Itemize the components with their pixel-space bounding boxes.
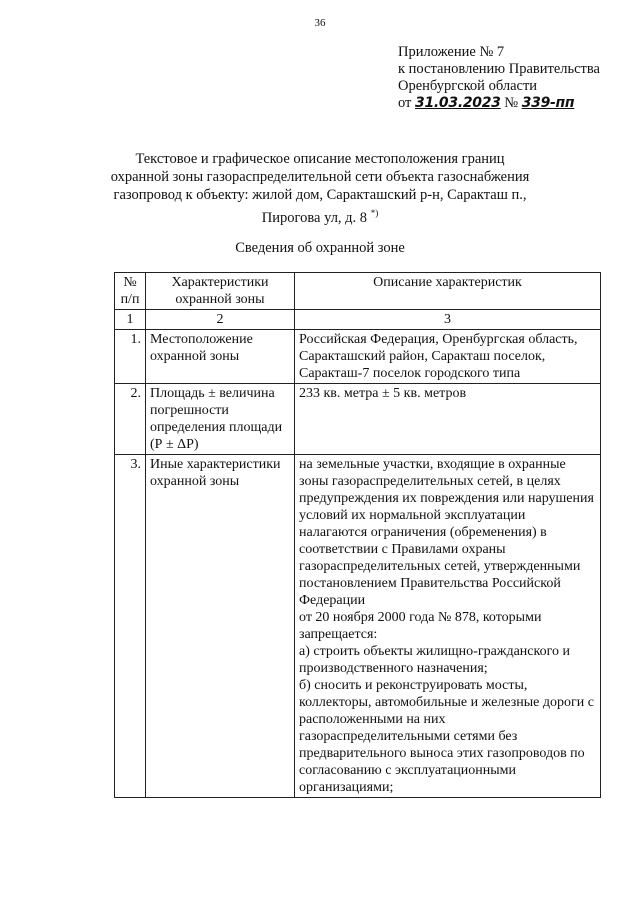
title-line-1: Текстовое и графическое описание местоположения границ (135, 151, 505, 167)
table-row (115, 455, 601, 798)
header-number: № п/п (115, 273, 146, 310)
number-prefix: № (504, 95, 519, 111)
title-line-3: газопровод к объекту: жилой дом, Саракташский р-н, Саракташ п., (113, 187, 527, 203)
appendix-decree: к постановлению Правительства (398, 61, 600, 77)
footnote-mark: *) (370, 208, 379, 218)
table-row (115, 330, 601, 384)
row-number: 3. (115, 455, 146, 798)
table-row (115, 384, 601, 455)
table-numbering-row (115, 310, 601, 330)
header-characteristics: Характеристики охранной зоны (146, 273, 295, 310)
row-number: 1. (115, 330, 146, 384)
row-characteristic: Местоположение охранной зоны (146, 330, 295, 384)
handwritten-number: 339-пп (521, 95, 575, 111)
row-number: 2. (115, 384, 146, 455)
numbering-cell: 2 (146, 310, 295, 330)
title-address: Пирогова ул, д. 8 (261, 209, 368, 226)
numbering-cell: 1 (115, 310, 146, 330)
header-description: Описание характеристик (295, 273, 601, 310)
zone-table (114, 272, 601, 798)
numbering-cell: 3 (295, 310, 601, 330)
table-header-row (115, 273, 601, 310)
page-number: 36 (314, 17, 326, 29)
row-characteristic: Иные характеристики охранной зоны (146, 455, 295, 798)
row-description: 233 кв. метра ± 5 кв. метров (295, 384, 601, 455)
appendix-date-number (398, 95, 633, 112)
section-subtitle: Сведения об охранной зоне (235, 240, 405, 256)
row-description: Российская Федерация, Оренбургская область, Саракташский район, Саракташ поселок, Саракташ-7 поселок городского типа (295, 330, 601, 384)
row-characteristic: Площадь ± величина погрешности определения площади (Р ± ΔР) (146, 384, 295, 455)
title-line-4 (90, 204, 550, 227)
appendix-region: Оренбургской области (398, 78, 538, 94)
from-prefix: от (398, 95, 412, 111)
handwritten-date: 31.03.2023 (415, 95, 501, 111)
appendix-block (398, 44, 633, 112)
row-description: на земельные участки, входящие в охранные зоны газораспределительных сетей, в целях предупреждения их повреждения или нарушения условий их нормальной эксплуатации налагаются ограничения (обременения) в соответствии с Правилами охраны газораспределительных сетей, утвержденными постановлением Правительства Российской Федерации от 20 ноября 2000 года № 878, которыми запрещается: а) строить объекты жилищно-гражданского и производственного назначения; б) сносить и реконструировать мосты, коллекторы, автомобильные и железные дороги с расположенными на них газораспределительными сетями без предварительного выноса этих газопроводов по согласованию с эксплуатационными организациями; (295, 455, 601, 798)
document-title (90, 150, 550, 227)
title-line-2: охранной зоны газораспределительной сети объекта газоснабжения (110, 169, 530, 185)
appendix-title: Приложение № 7 (398, 44, 505, 60)
